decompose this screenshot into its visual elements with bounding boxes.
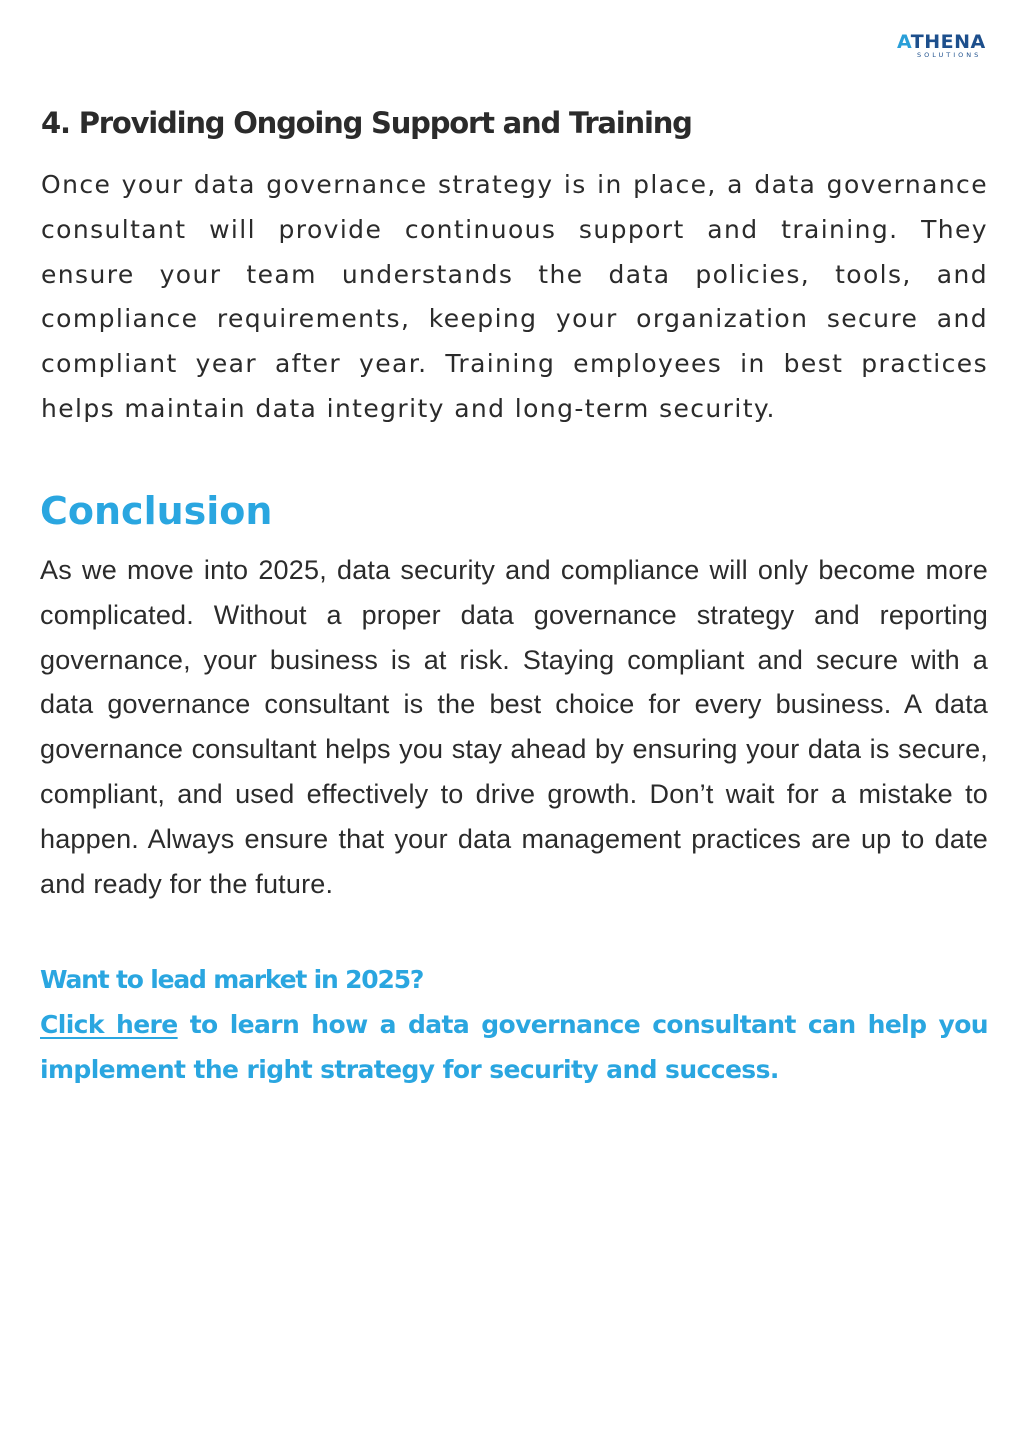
athena-solutions-logo xyxy=(897,32,987,62)
logo-initial: A xyxy=(897,31,911,53)
cta-question: Want to lead market in 2025? xyxy=(40,965,424,994)
click-here-link[interactable]: Click here xyxy=(40,1010,178,1039)
section-paragraph: Once your data governance strategy is in place, a data governance consultant will provide continuous support and training. They ensure your team understands the data policies, tools, and compliance requirements, keeping your organization secure and compliant year after year. Training employees in best practices helps maintain data integrity and long-term security. xyxy=(41,170,988,423)
cta-rest-text: to learn how a data governance consultant can help you implement the right strategy for security and success. xyxy=(40,1010,988,1084)
conclusion-paragraph: As we move into 2025, data security and compliance will only become more complicated. Without a proper data governance strategy and reporting governance, your business is at risk. Staying compliant and secure with a data governance consultant is the best choice for every business. A data governance consultant helps you stay ahead by ensuring your data is secure, compliant, and used effectively to drive growth. Don’t wait for a mistake to happen. Always ensure that your data management practices are up to date and ready for the future. xyxy=(40,555,988,899)
section-heading: 4. Providing Ongoing Support and Training xyxy=(41,106,692,140)
logo-wordmark xyxy=(897,32,986,52)
logo-word-rest: THENA xyxy=(910,31,986,53)
conclusion-heading: Conclusion xyxy=(40,489,273,533)
cta-paragraph xyxy=(40,1003,988,1093)
logo-subtitle: SOLUTIONS xyxy=(917,51,982,59)
